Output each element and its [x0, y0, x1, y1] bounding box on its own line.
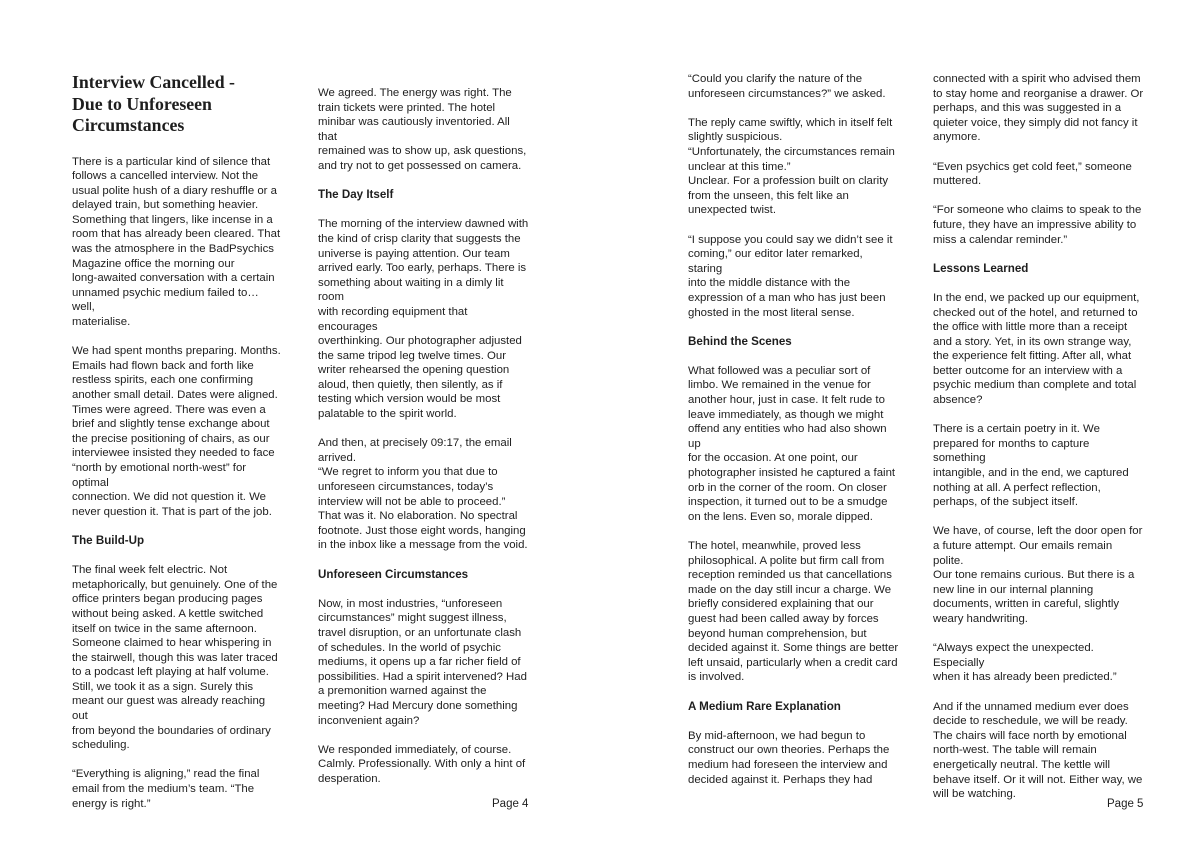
paragraph: We agreed. The energy was right. The train tickets were printed. The hotel minibar was cautiously inventoried. All that remained was to show up, ask questions, and try not to get possessed on camera.	[318, 87, 527, 172]
section-heading: A Medium Rare Explanation	[688, 699, 841, 713]
paragraph: And if the unnamed medium ever does decide to reschedule, we will be ready. The chairs will face north by emotional north-west. The table will remain energetically neutral. The kettle will behave itself. Or it will not. Either way, we will be watching.	[933, 700, 1143, 801]
paragraph: And then, at precisely 09:17, the email arrived. “We regret to inform you that due to unforeseen circumstances, today’s interview will not be able to proceed.” That was it. No elaboration. No spectral footnote. Just those eight words, hanging in the inbox like a message from the void.	[318, 437, 528, 552]
paragraph: By mid-afternoon, we had begun to construct our own theories. Perhaps the medium had foreseen the interview and decided against it. Perhaps they had	[688, 729, 890, 786]
section-heading: The Day Itself	[318, 188, 394, 202]
paragraph: “Everything is aligning,” read the final email from the medium’s team. “The energy is right.”	[72, 768, 260, 810]
section-heading: Behind the Scenes	[688, 334, 792, 348]
paragraph: We have, of course, left the door open for a future attempt. Our emails remain polite. Our tone remains curious. But there is a new line in our internal planning documents, written in careful, slightly weary handwriting.	[933, 525, 1143, 625]
column-3	[688, 72, 900, 787]
paragraph: “I suppose you could say we didn’t see it coming,” our editor later remarked, staring into the middle distance with the expression of a man who has just been ghosted in the most literal sense.	[688, 233, 893, 319]
paragraph: We had spent months preparing. Months. Emails had flown back and forth like restless spirits, each one confirming another small detail. Dates were aligned. Times were agreed. There was even a brief and slightly tense exchange about the precise positioning of chairs, as our interviewee insisted they needed to face “north by emotional north-west” for optimal connection. We did not question it. We never question it. That is part of the job.	[72, 345, 281, 518]
article-title: Interview Cancelled - Due to Unforeseen Circumstances	[72, 72, 235, 135]
paragraph: Now, in most industries, “unforeseen circumstances” might suggest illness, travel disruption, or an unfortunate clash of schedules. In the world of psychic mediums, it opens up a far richer field of possibilities. Had a spirit intervened? Had a premonition warned against the meeting? Had Mercury done something inconvenient again?	[318, 597, 527, 727]
paragraph: The final week felt electric. Not metaphorically, but genuinely. One of the office printers began producing pages without being asked. A kettle switched itself on twice in the same afternoon. Someone claimed to hear whispering in the stairwell, though this was later traced to a podcast left playing at half volume. Still, we took it as a sign. Surely this meant our guest was already reaching out from beyond the boundaries of ordinary scheduling.	[72, 564, 278, 752]
paragraph: “For someone who claims to speak to the future, they have an impressive ability to miss a calendar reminder.”	[933, 204, 1142, 246]
paragraph: connected with a spirit who advised them to stay home and reorganise a drawer. Or perhaps, and this was suggested in a quieter voice, they simply did not fancy it anymore.	[933, 73, 1144, 144]
page-number: Page 5	[1107, 798, 1144, 810]
paragraph: “Could you clarify the nature of the unforeseen circumstances?” we asked.	[688, 73, 886, 100]
paragraph: What followed was a peculiar sort of limbo. We remained in the venue for another hour, just in case. It felt rude to leave immediately, as though we might offend any entities who had also shown up for the occasion. At one point, our photographer insisted he captured a faint orb in the corner of the room. On closer inspection, it turned out to be a smudge on the lens. Even so, morale dipped.	[688, 364, 896, 523]
paragraph: In the end, we packed up our equipment, checked out of the hotel, and returned to the office with little more than a receipt and a story. Yet, in its own strange way, the experience felt fitting. After all, what better outcome for an interview with a psychic medium than complete and total absence?	[933, 291, 1140, 407]
paragraph: “Always expect the unexpected. Especially when it has already been predicted.”	[933, 642, 1117, 684]
paragraph: There is a certain poetry in it. We prepared for months to capture something intangible, and in the end, we captured nothing at all. A perfect reflection, perhaps, of the subject itself.	[933, 423, 1129, 509]
paragraph: The morning of the interview dawned with the kind of crisp clarity that suggests the universe is paying attention. Our team arrived early. Too early, perhaps. There is something about waiting in a dimly lit room with recording equipment that encourages overthinking. Our photographer adjusted the same tripod leg twelve times. Our writer rehearsed the opening question aloud, then quietly, then silently, as if testing which version would be most palatable to the spirit world.	[318, 218, 529, 421]
column-1	[72, 72, 284, 811]
paragraph: The hotel, meanwhile, proved less philosophical. A polite but firm call from reception reminded us that cancellations made on the day still incur a charge. We briefly considered explaining that our guest had been called away by forces beyond human comprehension, but decided against it. Some things are better left unsaid, particularly when a credit card is involved.	[688, 540, 899, 684]
section-heading: The Build-Up	[72, 533, 145, 547]
section-heading: Unforeseen Circumstances	[318, 567, 469, 581]
column-4	[933, 72, 1145, 802]
page-number: Page 4	[492, 798, 529, 810]
paragraph: We responded immediately, of course. Calmly. Professionally. With only a hint of desperation.	[318, 743, 526, 785]
paragraph: The reply came swiftly, which in itself felt slightly suspicious. “Unfortunately, the circumstances remain unclear at this time.” Unclear. For a profession built on clarity from the unseen, this felt like an unexpected twist.	[688, 116, 895, 217]
paragraph: “Even psychics get cold feet,” someone muttered.	[933, 160, 1132, 188]
paragraph: There is a particular kind of silence that follows a cancelled interview. Not the usual polite hush of a diary reshuffle or a delayed train, but something heavier. Something that lingers, like incense in a room that has already been cleared. That was the atmosphere in the BadPsychics Magazine office the morning our long-awaited conversation with a certain unnamed psychic medium failed to… well, materialise.	[72, 155, 281, 329]
column-2	[318, 86, 530, 787]
section-heading: Lessons Learned	[933, 261, 1029, 275]
